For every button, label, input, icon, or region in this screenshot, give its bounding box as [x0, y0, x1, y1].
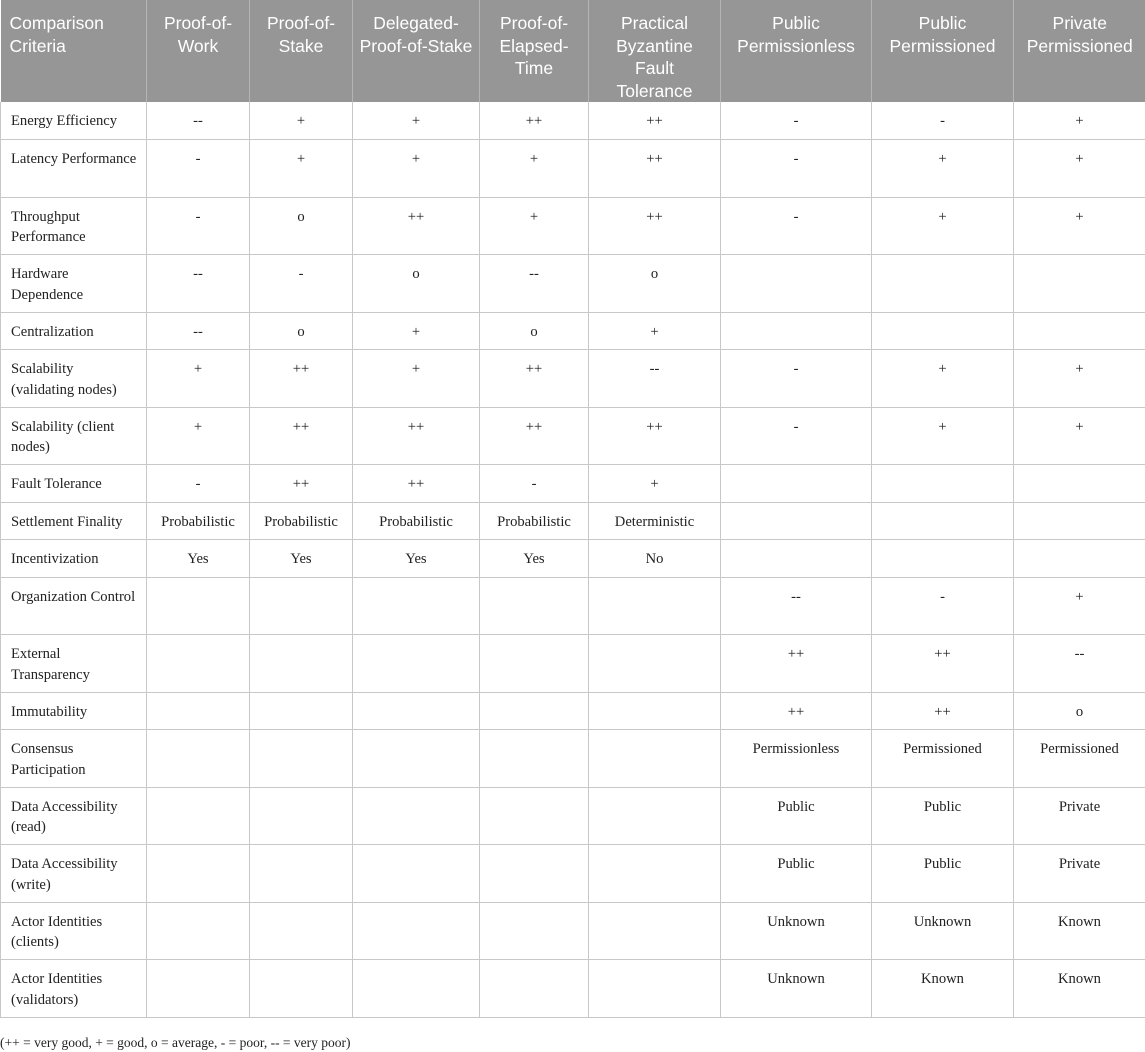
cell-private-permissioned: [1014, 312, 1145, 350]
cell-poet: ++: [480, 350, 589, 408]
cell-pbft: o: [589, 255, 721, 313]
cell-pos: [250, 730, 353, 788]
cell-pbft: ++: [589, 102, 721, 140]
cell-criterion: Scalability (client nodes): [1, 407, 147, 465]
cell-public-permissionless: --: [721, 577, 872, 635]
cell-private-permissioned: [1014, 540, 1145, 578]
cell-dpos: +: [353, 350, 480, 408]
cell-dpos: +: [353, 140, 480, 198]
cell-public-permissionless: -: [721, 350, 872, 408]
cell-private-permissioned: Permissioned: [1014, 730, 1145, 788]
cell-criterion: Data Accessibility (read): [1, 787, 147, 845]
table-body: [1, 102, 1145, 1017]
cell-pbft: [589, 960, 721, 1018]
cell-pow: [147, 635, 250, 693]
header-pbft: Practical Byzantine Fault Tolerance: [589, 0, 721, 102]
cell-public-permissionless: -: [721, 407, 872, 465]
cell-public-permissionless: Unknown: [721, 902, 872, 960]
cell-dpos: [353, 730, 480, 788]
cell-dpos: ++: [353, 465, 480, 503]
cell-private-permissioned: +: [1014, 577, 1145, 635]
cell-public-permissioned: [872, 255, 1014, 313]
cell-poet: +: [480, 140, 589, 198]
cell-pos: +: [250, 102, 353, 140]
cell-public-permissioned: [872, 540, 1014, 578]
cell-private-permissioned: +: [1014, 197, 1145, 255]
cell-public-permissioned: Unknown: [872, 902, 1014, 960]
cell-poet: ++: [480, 407, 589, 465]
cell-pbft: [589, 692, 721, 730]
cell-criterion: Consensus Participation: [1, 730, 147, 788]
cell-pow: -: [147, 465, 250, 503]
table-row: [1, 255, 1145, 313]
cell-public-permissionless: [721, 465, 872, 503]
cell-criterion: External Transparency: [1, 635, 147, 693]
cell-dpos: o: [353, 255, 480, 313]
cell-pow: --: [147, 255, 250, 313]
cell-private-permissioned: Private: [1014, 845, 1145, 903]
cell-private-permissioned: [1014, 502, 1145, 540]
cell-criterion: Organization Control: [1, 577, 147, 635]
cell-public-permissionless: Public: [721, 787, 872, 845]
cell-public-permissionless: [721, 540, 872, 578]
cell-public-permissionless: [721, 255, 872, 313]
cell-public-permissioned: Public: [872, 787, 1014, 845]
cell-pbft: +: [589, 312, 721, 350]
cell-pow: [147, 692, 250, 730]
table-row: [1, 960, 1145, 1018]
cell-pbft: [589, 635, 721, 693]
table-row: [1, 140, 1145, 198]
cell-pos: -: [250, 255, 353, 313]
cell-pow: +: [147, 350, 250, 408]
cell-public-permissionless: ++: [721, 635, 872, 693]
cell-pow: Yes: [147, 540, 250, 578]
cell-pos: +: [250, 140, 353, 198]
header-row: [1, 0, 1145, 102]
cell-private-permissioned: [1014, 255, 1145, 313]
cell-poet: -: [480, 465, 589, 503]
cell-criterion: Actor Identities (clients): [1, 902, 147, 960]
cell-pow: --: [147, 312, 250, 350]
cell-pos: o: [250, 312, 353, 350]
cell-pow: -: [147, 197, 250, 255]
cell-pos: ++: [250, 350, 353, 408]
cell-pos: ++: [250, 407, 353, 465]
cell-public-permissionless: [721, 312, 872, 350]
table-row: [1, 102, 1145, 140]
cell-dpos: [353, 692, 480, 730]
cell-public-permissioned: [872, 312, 1014, 350]
cell-criterion: Hardware Dependence: [1, 255, 147, 313]
cell-private-permissioned: +: [1014, 102, 1145, 140]
cell-poet: o: [480, 312, 589, 350]
cell-pbft: [589, 730, 721, 788]
cell-public-permissioned: +: [872, 140, 1014, 198]
cell-criterion: Throughput Performance: [1, 197, 147, 255]
cell-pow: [147, 902, 250, 960]
cell-pbft: Deterministic: [589, 502, 721, 540]
cell-dpos: Yes: [353, 540, 480, 578]
header-proof-of-stake: Proof-of-Stake: [250, 0, 353, 102]
header-delegated-proof-of-stake: Delegated-Proof-of-Stake: [353, 0, 480, 102]
cell-criterion: Scalability (validating nodes): [1, 350, 147, 408]
table-row: [1, 350, 1145, 408]
cell-dpos: Probabilistic: [353, 502, 480, 540]
cell-public-permissioned: ++: [872, 692, 1014, 730]
cell-pos: Probabilistic: [250, 502, 353, 540]
cell-dpos: [353, 635, 480, 693]
header-proof-of-elapsed-time: Proof-of-Elapsed-Time: [480, 0, 589, 102]
cell-pbft: ++: [589, 197, 721, 255]
cell-dpos: +: [353, 312, 480, 350]
header-public-permissionless: Public Permissionless: [721, 0, 872, 102]
header-comparison-criteria: Comparison Criteria: [1, 0, 147, 102]
cell-private-permissioned: +: [1014, 407, 1145, 465]
cell-poet: [480, 960, 589, 1018]
cell-poet: [480, 845, 589, 903]
cell-poet: --: [480, 255, 589, 313]
header-proof-of-work: Proof-of-Work: [147, 0, 250, 102]
cell-pos: [250, 635, 353, 693]
cell-pow: [147, 787, 250, 845]
cell-public-permissioned: Permissioned: [872, 730, 1014, 788]
cell-poet: ++: [480, 102, 589, 140]
cell-private-permissioned: [1014, 465, 1145, 503]
header-public-permissioned: Public Permissioned: [872, 0, 1014, 102]
table-row: [1, 730, 1145, 788]
cell-dpos: [353, 577, 480, 635]
cell-pbft: [589, 902, 721, 960]
cell-pbft: [589, 845, 721, 903]
table-row: [1, 577, 1145, 635]
cell-pow: [147, 960, 250, 1018]
cell-public-permissioned: Known: [872, 960, 1014, 1018]
cell-public-permissionless: Public: [721, 845, 872, 903]
cell-poet: [480, 692, 589, 730]
cell-poet: [480, 635, 589, 693]
cell-pos: [250, 845, 353, 903]
cell-public-permissionless: ++: [721, 692, 872, 730]
cell-private-permissioned: Private: [1014, 787, 1145, 845]
legend-footnote: (++ = very good, + = good, o = average, - = poor, -- = very poor): [0, 1035, 351, 1050]
table-row: [1, 787, 1145, 845]
cell-public-permissionless: -: [721, 140, 872, 198]
cell-pbft: [589, 787, 721, 845]
cell-criterion: Latency Performance: [1, 140, 147, 198]
cell-dpos: ++: [353, 407, 480, 465]
table-row: [1, 407, 1145, 465]
cell-criterion: Centralization: [1, 312, 147, 350]
cell-pbft: --: [589, 350, 721, 408]
cell-pos: ++: [250, 465, 353, 503]
cell-private-permissioned: Known: [1014, 902, 1145, 960]
cell-pow: [147, 730, 250, 788]
table-row: [1, 197, 1145, 255]
cell-public-permissioned: ++: [872, 635, 1014, 693]
cell-pos: [250, 902, 353, 960]
cell-criterion: Settlement Finality: [1, 502, 147, 540]
cell-pow: -: [147, 140, 250, 198]
table-row: [1, 635, 1145, 693]
header-private-permissioned: Private Permissioned: [1014, 0, 1145, 102]
cell-public-permissioned: -: [872, 102, 1014, 140]
table-row: [1, 465, 1145, 503]
table-row: [1, 540, 1145, 578]
cell-pos: [250, 692, 353, 730]
cell-private-permissioned: --: [1014, 635, 1145, 693]
cell-pbft: ++: [589, 140, 721, 198]
cell-pbft: [589, 577, 721, 635]
cell-public-permissioned: Public: [872, 845, 1014, 903]
cell-criterion: Immutability: [1, 692, 147, 730]
cell-public-permissionless: Unknown: [721, 960, 872, 1018]
cell-public-permissioned: [872, 465, 1014, 503]
cell-public-permissionless: -: [721, 102, 872, 140]
cell-dpos: [353, 902, 480, 960]
table-row: [1, 312, 1145, 350]
cell-pos: [250, 577, 353, 635]
cell-poet: Yes: [480, 540, 589, 578]
cell-private-permissioned: +: [1014, 350, 1145, 408]
cell-criterion: Fault Tolerance: [1, 465, 147, 503]
cell-pow: [147, 845, 250, 903]
cell-criterion: Actor Identities (validators): [1, 960, 147, 1018]
cell-public-permissioned: +: [872, 350, 1014, 408]
cell-dpos: ++: [353, 197, 480, 255]
cell-public-permissionless: Permissionless: [721, 730, 872, 788]
cell-private-permissioned: Known: [1014, 960, 1145, 1018]
cell-dpos: [353, 845, 480, 903]
cell-private-permissioned: o: [1014, 692, 1145, 730]
cell-pow: Probabilistic: [147, 502, 250, 540]
cell-poet: [480, 730, 589, 788]
cell-public-permissionless: -: [721, 197, 872, 255]
cell-poet: [480, 787, 589, 845]
table-row: [1, 692, 1145, 730]
cell-public-permissioned: -: [872, 577, 1014, 635]
cell-poet: Probabilistic: [480, 502, 589, 540]
cell-public-permissioned: +: [872, 407, 1014, 465]
table-row: [1, 502, 1145, 540]
cell-pow: [147, 577, 250, 635]
cell-pow: +: [147, 407, 250, 465]
cell-poet: +: [480, 197, 589, 255]
cell-pbft: No: [589, 540, 721, 578]
cell-pos: Yes: [250, 540, 353, 578]
cell-public-permissionless: [721, 502, 872, 540]
cell-private-permissioned: +: [1014, 140, 1145, 198]
cell-criterion: Energy Efficiency: [1, 102, 147, 140]
table-row: [1, 902, 1145, 960]
cell-pbft: +: [589, 465, 721, 503]
cell-criterion: Incentivization: [1, 540, 147, 578]
table-header: [1, 0, 1145, 102]
cell-dpos: [353, 960, 480, 1018]
cell-pos: [250, 787, 353, 845]
cell-criterion: Data Accessibility (write): [1, 845, 147, 903]
cell-dpos: +: [353, 102, 480, 140]
cell-dpos: [353, 787, 480, 845]
cell-pow: --: [147, 102, 250, 140]
cell-pbft: ++: [589, 407, 721, 465]
table-row: [1, 845, 1145, 903]
cell-public-permissioned: [872, 502, 1014, 540]
cell-poet: [480, 902, 589, 960]
cell-poet: [480, 577, 589, 635]
cell-pos: o: [250, 197, 353, 255]
cell-public-permissioned: +: [872, 197, 1014, 255]
cell-pos: [250, 960, 353, 1018]
